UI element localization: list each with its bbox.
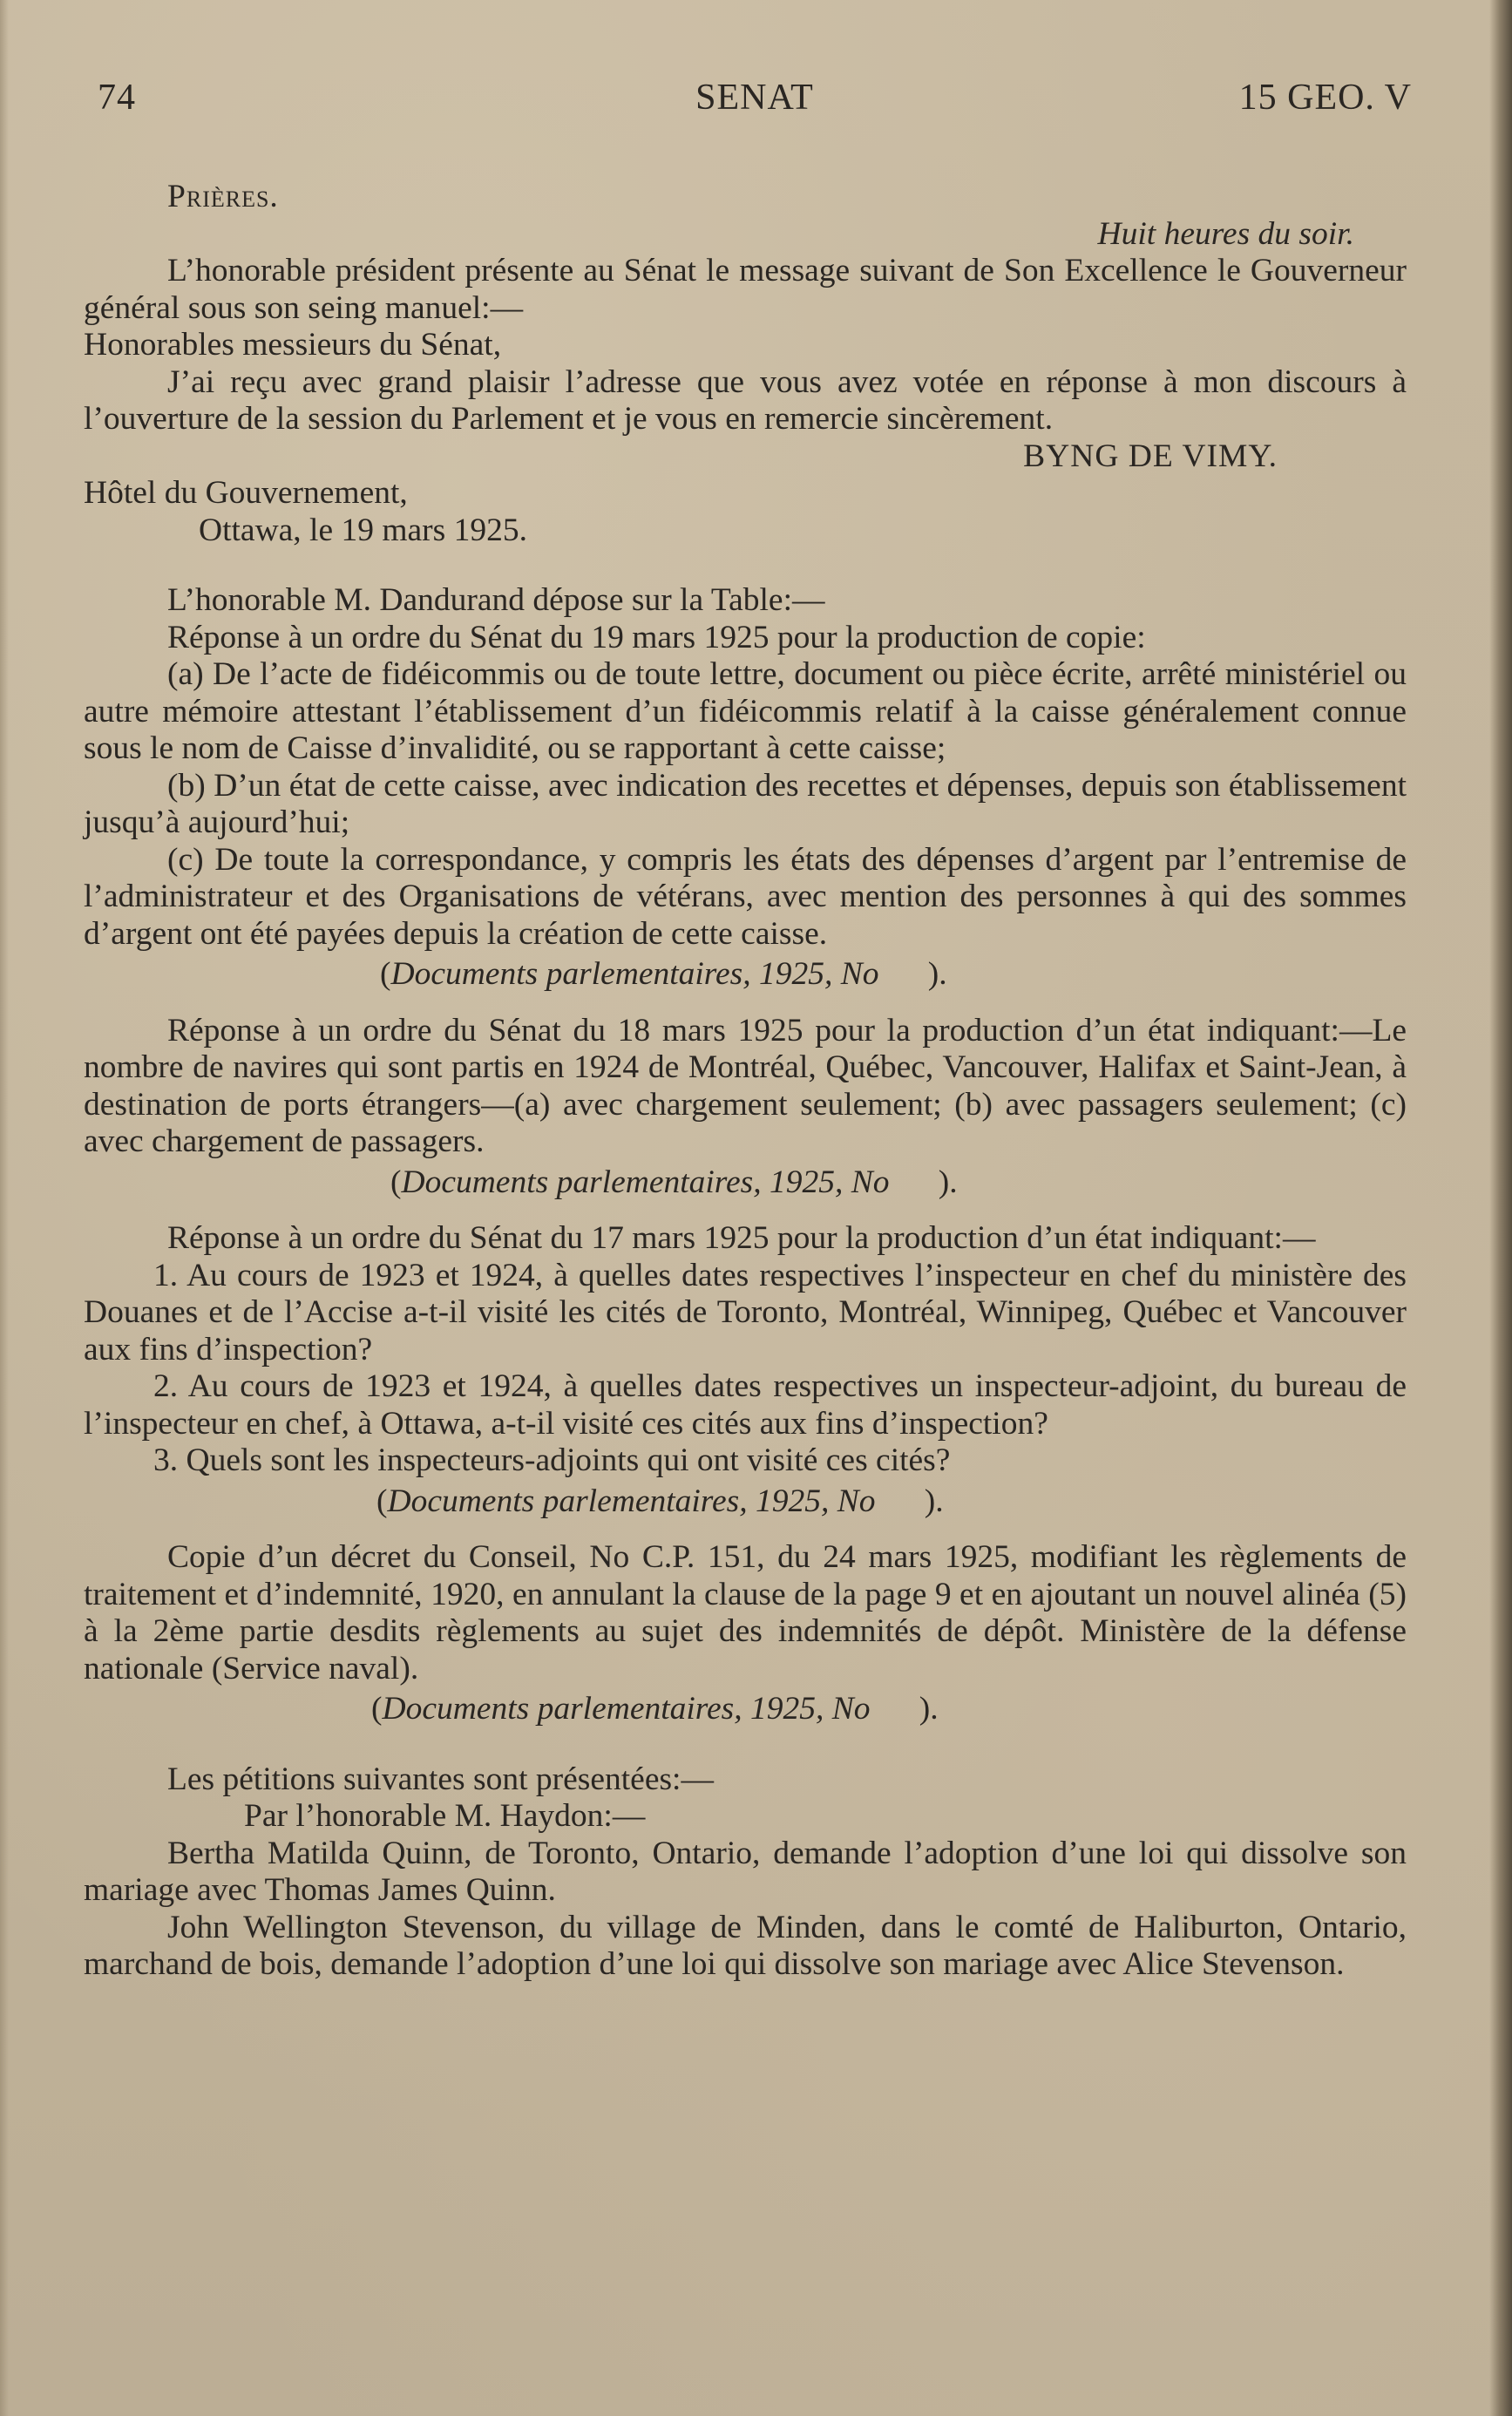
place-line: Hôtel du Gouvernement, bbox=[84, 475, 408, 511]
prieres-heading: Prières. bbox=[167, 179, 279, 214]
paragraph-reponse-19-mars: Réponse à un ordre du Sénat du 19 mars 1925 pour la production de copie: bbox=[167, 619, 1146, 655]
paragraph-message-intro: L’honorable président présente au Sénat le message suivant de Son Excellence le Gouverneur général sous son seing manuel:— bbox=[84, 253, 1407, 326]
page-number: 74 bbox=[98, 78, 136, 118]
page-body bbox=[84, 179, 1407, 1984]
doc-ref-4: (Documents parlementaires, 1925, No ). bbox=[371, 1691, 939, 1727]
paragraph-message-text: J’ai reçu avec grand plaisir l’adresse que vous avez votée en réponse à mon discours à l’ouverture de la session du Parlement et je vous en remercie sincèrement. bbox=[84, 363, 1407, 437]
page-header bbox=[98, 77, 1412, 129]
doc-ref-1: (Documents parlementaires, 1925, No ). bbox=[380, 956, 947, 992]
date-line: Ottawa, le 19 mars 1925. bbox=[199, 512, 527, 548]
item-a: (a) De l’acte de fidéicommis ou de toute lettre, document ou pièce écrite, arrêté ministériel ou autre mémoire attestant l’établissement d’un fidéicommis relatif à la caisse généralement connue sous le nom de Caisse d’invalidité, ou se rapportant à cette caisse; bbox=[84, 656, 1407, 766]
petition-quinn: Bertha Matilda Quinn, de Toronto, Ontario, demande l’adoption d’une loi qui dissolve son mariage avec Thomas James Quinn. bbox=[84, 1835, 1407, 1908]
item-c: (c) De toute la correspondance, y compris les états des dépenses d’argent par l’entremise de l’administrateur et des Organisations de vétérans, avec mention des personnes à qui des sommes d’argent ont été payées depuis la création de cette caisse. bbox=[84, 841, 1407, 952]
doc-ref-3: (Documents parlementaires, 1925, No ). bbox=[376, 1483, 944, 1519]
paragraph-petitions: Les pétitions suivantes sont présentées:— bbox=[167, 1761, 714, 1797]
question-3: 3. Quels sont les inspecteurs-adjoints qui ont visité ces cités? bbox=[153, 1442, 951, 1478]
question-2: 2. Au cours de 1923 et 1924, à quelles dates respectives un inspecteur-adjoint, du bureau de l’inspecteur en chef, à Ottawa, a-t-il visité ces cités aux fins d’inspection? bbox=[84, 1368, 1407, 1442]
paragraph-dandurand: L’honorable M. Dandurand dépose sur la Table:— bbox=[167, 582, 825, 618]
paragraph-haydon: Par l’honorable M. Haydon:— bbox=[244, 1798, 646, 1834]
header-title: SENAT bbox=[695, 78, 814, 118]
item-b: (b) D’un état de cette caisse, avec indication des recettes et dépenses, depuis son établissement jusqu’à aujourd’hui; bbox=[84, 767, 1407, 840]
page-edge-right bbox=[1489, 0, 1512, 2416]
paragraph-decret: Copie d’un décret du Conseil, No C.P. 151, du 24 mars 1925, modifiant les règlements de traitement et d’indemnité, 1920, en annulant la clause de la page 9 et en ajoutant un nouvel alinéa (5) à la 2ème partie desdits règlements au sujet des indemnités de dépôt. Ministère de la défense nationale (Service naval). bbox=[84, 1539, 1407, 1686]
signature: BYNG DE VIMY. bbox=[1023, 438, 1278, 474]
header-session: 15 GEO. V bbox=[1238, 78, 1412, 118]
salutation: Honorables messieurs du Sénat, bbox=[84, 327, 502, 363]
question-1: 1. Au cours de 1923 et 1924, à quelles dates respectives l’inspecteur en chef du ministère des Douanes et de l’Accise a-t-il visité les cités de Toronto, Montréal, Winnipeg, Québec et Vancouver aux fins d’inspection? bbox=[84, 1257, 1407, 1367]
doc-ref-2: (Documents parlementaires, 1925, No ). bbox=[390, 1164, 958, 1200]
paragraph-reponse-17-mars: Réponse à un ordre du Sénat du 17 mars 1925 pour la production d’un état indiquant:— bbox=[167, 1220, 1316, 1256]
page-edge-left bbox=[0, 0, 9, 2416]
time-line: Huit heures du soir. bbox=[1097, 215, 1354, 252]
paragraph-reponse-18-mars: Réponse à un ordre du Sénat du 18 mars 1925 pour la production d’un état indiquant:—Le nombre de navires qui sont partis en 1924 de Montréal, Québec, Vancouver, Halifax et Saint-Jean, à destination de ports étrangers—(a) avec chargement seulement; (b) avec passagers seulement; (c) avec chargement de passagers. bbox=[84, 1012, 1407, 1159]
petition-stevenson: John Wellington Stevenson, du village de Minden, dans le comté de Haliburton, Ontario, marchand de bois, demande l’adoption d’une loi qui dissolve son mariage avec Alice Stevenson. bbox=[84, 1909, 1407, 1982]
